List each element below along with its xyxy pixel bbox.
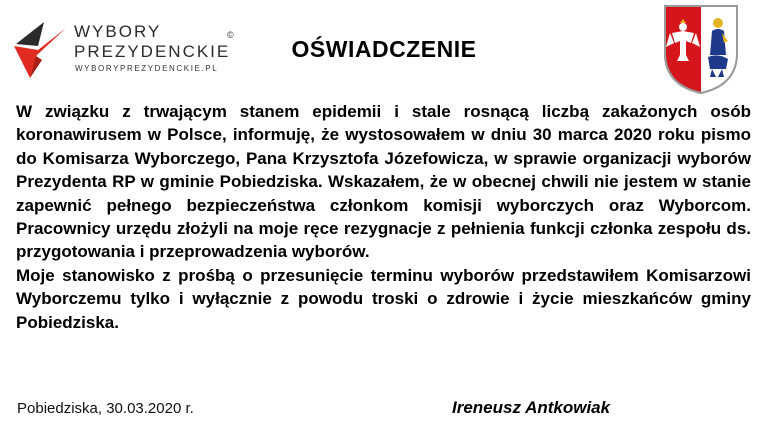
- statement-paragraph-1: W związku z trwającym stanem epidemii i stale rosnącą liczbą zakażonych osób koronawirusem w Polsce, informuję, że wystosowałem w dniu 30 marca 2020 roku pismo do Komisarza Wyborczego, Pana Krzysztofa Józefowicza, w sprawie organizacji wyborów Prezydenta RP w gminie Pobiedziska. Wskazałem, że w obecnej chwili nie jestem w stanie zapewnić pełnego bezpieczeństwa członkom komisji wyborczych oraz Wyborcom. Pracownicy urzędu złożyli na moje ręce rezygnacje z pełnienia funkcji członka zespołu ds. przygotowania i przeprowadzenia wyborów.: [16, 102, 751, 262]
- logo-line2: PREZYDENCKIE: [74, 42, 231, 61]
- signature-name: Ireneusz Antkowiak: [452, 398, 611, 417]
- statement-body: [16, 100, 751, 334]
- logo-url: WYBORYPREZYDENCKIE.PL: [75, 64, 219, 73]
- statement-paragraph-2: Moje stanowisko z prośbą o przesunięcie terminu wyborów przedstawiłem Komisarzowi Wyborczemu tylko i wyłącznie z powodu troski o zdrowie i życie mieszkańców gminy Pobiedziska.: [16, 265, 751, 332]
- document-title: OŚWIADCZENIE: [291, 36, 477, 62]
- place-and-date: Pobiedziska, 30.03.2020 r.: [17, 400, 194, 417]
- coat-of-arms-icon: [662, 3, 740, 95]
- logo-line1: WYBORY: [74, 22, 162, 41]
- logo-copyright: ©: [227, 30, 234, 40]
